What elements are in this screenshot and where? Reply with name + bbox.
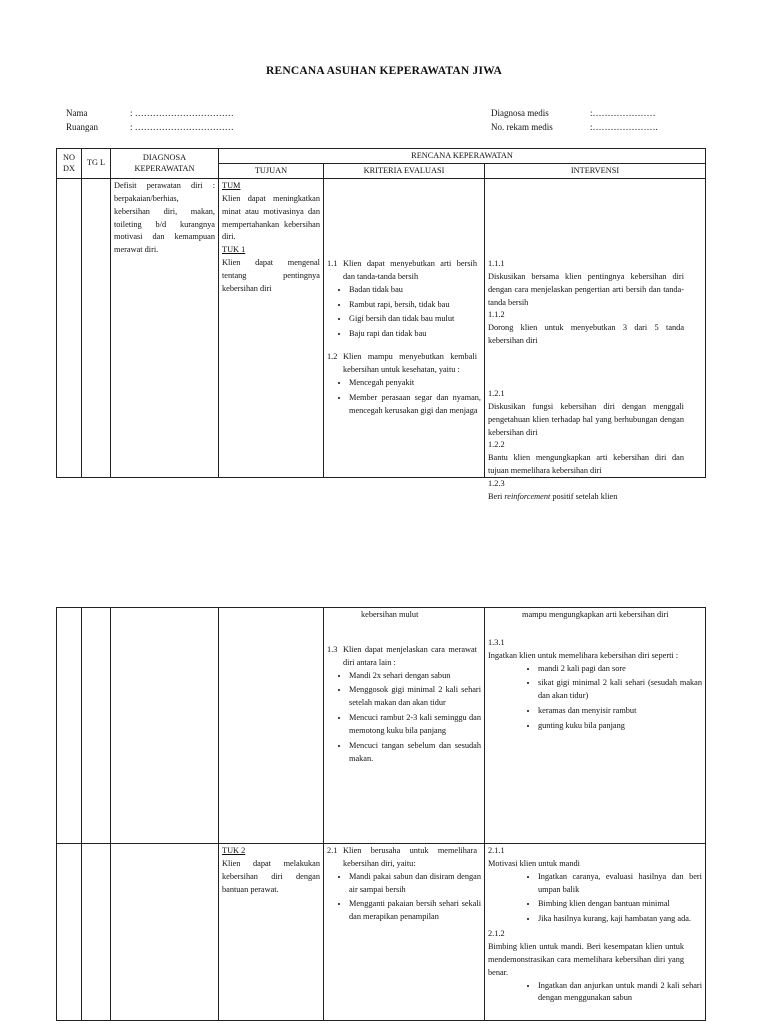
kriteria-bullets <box>327 284 481 341</box>
kriteria-number: 1.3 <box>327 644 338 654</box>
kriteria-text: Klien dapat menjelaskan cara merawat diri antara lain : <box>343 644 477 667</box>
ruangan-label: Ruangan <box>66 122 98 132</box>
no-dx-cell <box>57 608 82 844</box>
intervensi-text-part: positif setelah klien <box>550 491 618 501</box>
tujuan-cell <box>219 844 324 1021</box>
tgl-cell <box>82 179 111 478</box>
kriteria-item <box>327 351 481 377</box>
diagnosa-medis-field: :………………… <box>590 108 656 118</box>
care-plan-table-page1 <box>56 148 706 501</box>
intervensi-text-part: Beri <box>488 491 505 501</box>
kriteria-cell <box>324 844 485 1021</box>
list-item: • sikat gigi minimal 2 kali sehari (sesudah makan dan akan tidur) <box>538 677 702 703</box>
header-intervensi: INTERVENSI <box>485 164 706 179</box>
kriteria-cell <box>324 179 485 478</box>
tujuan-cell <box>219 179 324 478</box>
intervensi-text: Diskusikan fungsi kebersihan diri dengan menggali pengetahuan klien terhadap hal yang berhubungan dengan kebersihan diri <box>488 401 684 437</box>
list-item: • Bimbing klien dengan bantuan minimal <box>538 898 702 911</box>
intervensi-number: 2.1.2 <box>488 929 505 939</box>
tgl-cell <box>82 844 111 1021</box>
tuk1-text: Klien dapat mengenal tentang pentingnya kebersihan diri <box>222 258 320 293</box>
list-item: • Mencegah penyakit <box>349 377 481 390</box>
nama-label: Nama <box>66 108 88 118</box>
diagnosa-cell <box>111 179 219 478</box>
intervensi-number: 1.1.2 <box>488 310 505 320</box>
tum-text: Klien dapat meningkatkan minat atau motivasinya dan mempertahankan kebersihan diri. <box>222 193 320 242</box>
tuk2-text: Klien dapat melakukan kebersihan diri dengan bantuan perawat. <box>222 858 320 894</box>
intervensi-number: 1.2.3 <box>488 479 505 489</box>
list-item: • Jika hasilnya kurang, kaji hambatan yang ada. <box>538 913 702 926</box>
kriteria-bullets <box>327 871 481 924</box>
kriteria-item <box>327 644 481 670</box>
intervensi-number: 2.1.1 <box>488 846 505 855</box>
header-diagnosa: DIAGNOSA KEPERAWATAN <box>111 149 219 179</box>
intervensi-bullets <box>488 871 702 926</box>
intervensi-bullets <box>488 980 702 1006</box>
intervensi-emphasis: reinforcement <box>504 491 551 501</box>
tgl-cell <box>82 608 111 844</box>
diagnosa-cell <box>111 844 219 1021</box>
list-item: • Member perasaan segar dan nyaman, mencegah kerusakan gigi dan menjaga <box>349 392 481 418</box>
intervensi-item <box>488 309 702 348</box>
intervensi-text <box>488 491 684 504</box>
list-item: • Mandi 2x sehari dengan sabun <box>349 670 481 683</box>
intervensi-continuation: mampu mengungkapkan arti kebersihan diri <box>522 610 669 619</box>
no-dx-cell <box>57 179 82 478</box>
care-plan-table-page2 <box>56 607 706 1021</box>
list-item: • Gigi bersih dan tidak bau mulut <box>349 313 481 326</box>
header-tgl: TG L <box>82 149 111 179</box>
kriteria-continuation: kebersihan mulut <box>361 610 419 619</box>
tuk1-label: TUK 1 <box>222 245 246 255</box>
intervensi-item <box>488 637 702 663</box>
header-tujuan: TUJUAN <box>219 164 324 179</box>
kriteria-bullets <box>327 377 481 418</box>
intervensi-item <box>488 388 702 439</box>
header-kriteria: KRITERIA EVALUASI <box>324 164 485 179</box>
list-item: • keramas dan menyisir rambut <box>538 705 702 718</box>
tujuan-cell <box>219 608 324 844</box>
list-item: • Mencuci tangan sebelum dan sesudah makan. <box>349 740 481 766</box>
list-item: • Baju rapi dan tidak bau <box>349 328 481 341</box>
intervensi-bullets <box>488 663 702 733</box>
intervensi-cell <box>485 179 706 501</box>
kriteria-text: Klien mampu menyebutkan kembali kebersihan untuk kesehatan, yaitu : <box>343 352 477 375</box>
kriteria-text: Klien dapat menyebutkan arti bersih dan tanda-tanda bersih <box>343 259 477 281</box>
intervensi-cell <box>485 608 706 844</box>
kriteria-text: Klien berusaha untuk memelihara kebersihan diri, yaitu: <box>343 846 477 868</box>
intervensi-text: Motivasi klien untuk mandi <box>488 858 580 868</box>
intervensi-number: 1.2.1 <box>488 389 505 399</box>
intervensi-cell <box>485 844 706 1021</box>
kriteria-item <box>327 258 481 284</box>
kriteria-number: 1.1 <box>327 259 338 268</box>
intervensi-number: 1.3.1 <box>488 637 505 647</box>
list-item: • gunting kuku bila panjang <box>538 720 702 733</box>
intervensi-item <box>488 928 702 979</box>
diagnosa-medis-label: Diagnosa medis <box>491 108 549 118</box>
header-rencana: RENCANA KEPERAWATAN <box>219 149 706 164</box>
kriteria-bullets <box>327 670 481 766</box>
list-item: • Mencuci rambut 2-3 kali seminggu dan memotong kuku bila panjang <box>349 712 481 738</box>
diagnosa-cell <box>111 608 219 844</box>
intervensi-text: Diskusikan bersama klien pentingnya kebersihan diri dengan cara menjelaskan pengertian arti bersih dan tanda-tanda bersih <box>488 271 684 307</box>
diagnosa-text: Defisit perawatan diri : berpakaian/berhias, kebersihan diri, makan, toileting b/d kurangnya motivasi dan kemampuan merawat diri. <box>114 181 215 255</box>
intervensi-text: Ingatkan klien untuk memelihara kebersihan diri seperti : <box>488 650 679 660</box>
intervensi-number: 1.2.2 <box>488 440 505 450</box>
kriteria-cell <box>324 608 485 844</box>
list-item: • Ingatkan dan anjurkan untuk mandi 2 kali sehari dengan menggunakan sabun <box>538 980 702 1006</box>
kriteria-item <box>327 845 481 871</box>
intervensi-text: Dorong klien untuk menyebutkan 3 dari 5 tanda kebersihan diri <box>488 323 684 346</box>
list-item: • Mandi pakai sabun dan disiram dengan air sampai bersih <box>349 871 481 897</box>
rekam-medis-field: :…………………. <box>590 122 658 132</box>
list-item: • Mengganti pakaian bersih sehari sekali dan merapikan penampilan <box>349 898 481 924</box>
intervensi-text: Bimbing klien untuk mandi. Beri kesempatan klien untuk mendemonstrasikan cara memelihara kebersihan diri yang benar. <box>488 942 684 977</box>
nama-field: : …………………………… <box>130 108 234 118</box>
list-item: • Badan tidak bau <box>349 284 481 297</box>
intervensi-item <box>488 439 702 478</box>
tum-label: TUM <box>222 181 241 190</box>
intervensi-text: Bantu klien mengungkapkan arti kebersihan diri dan tujuan memelihara kebersihan diri <box>488 453 684 476</box>
intervensi-item <box>488 258 702 309</box>
tuk2-label: TUK 2 <box>222 846 246 855</box>
list-item: • Ingatkan caranya, evaluasi hasilnya dan beri umpan balik <box>538 871 702 897</box>
list-item: • Menggosok gigi minimal 2 kali sehari setelah makan dan akan tidur <box>349 684 481 710</box>
list-item: • Rambut rapi, bersih, tidak bau <box>349 299 481 312</box>
kriteria-number: 2.1 <box>327 846 338 855</box>
ruangan-field: : …………………………… <box>130 122 234 132</box>
rekam-medis-label: No. rekam medis <box>491 122 553 132</box>
intervensi-item <box>488 478 702 504</box>
header-no-dx: NO DX <box>57 149 82 179</box>
kriteria-number: 1.2 <box>327 352 338 362</box>
intervensi-item <box>488 845 702 871</box>
no-dx-cell <box>57 844 82 1021</box>
page-title: RENCANA ASUHAN KEPERAWATAN JIWA <box>265 65 503 77</box>
list-item: • mandi 2 kali pagi dan sore <box>538 663 702 676</box>
intervensi-number: 1.1.1 <box>488 259 505 268</box>
